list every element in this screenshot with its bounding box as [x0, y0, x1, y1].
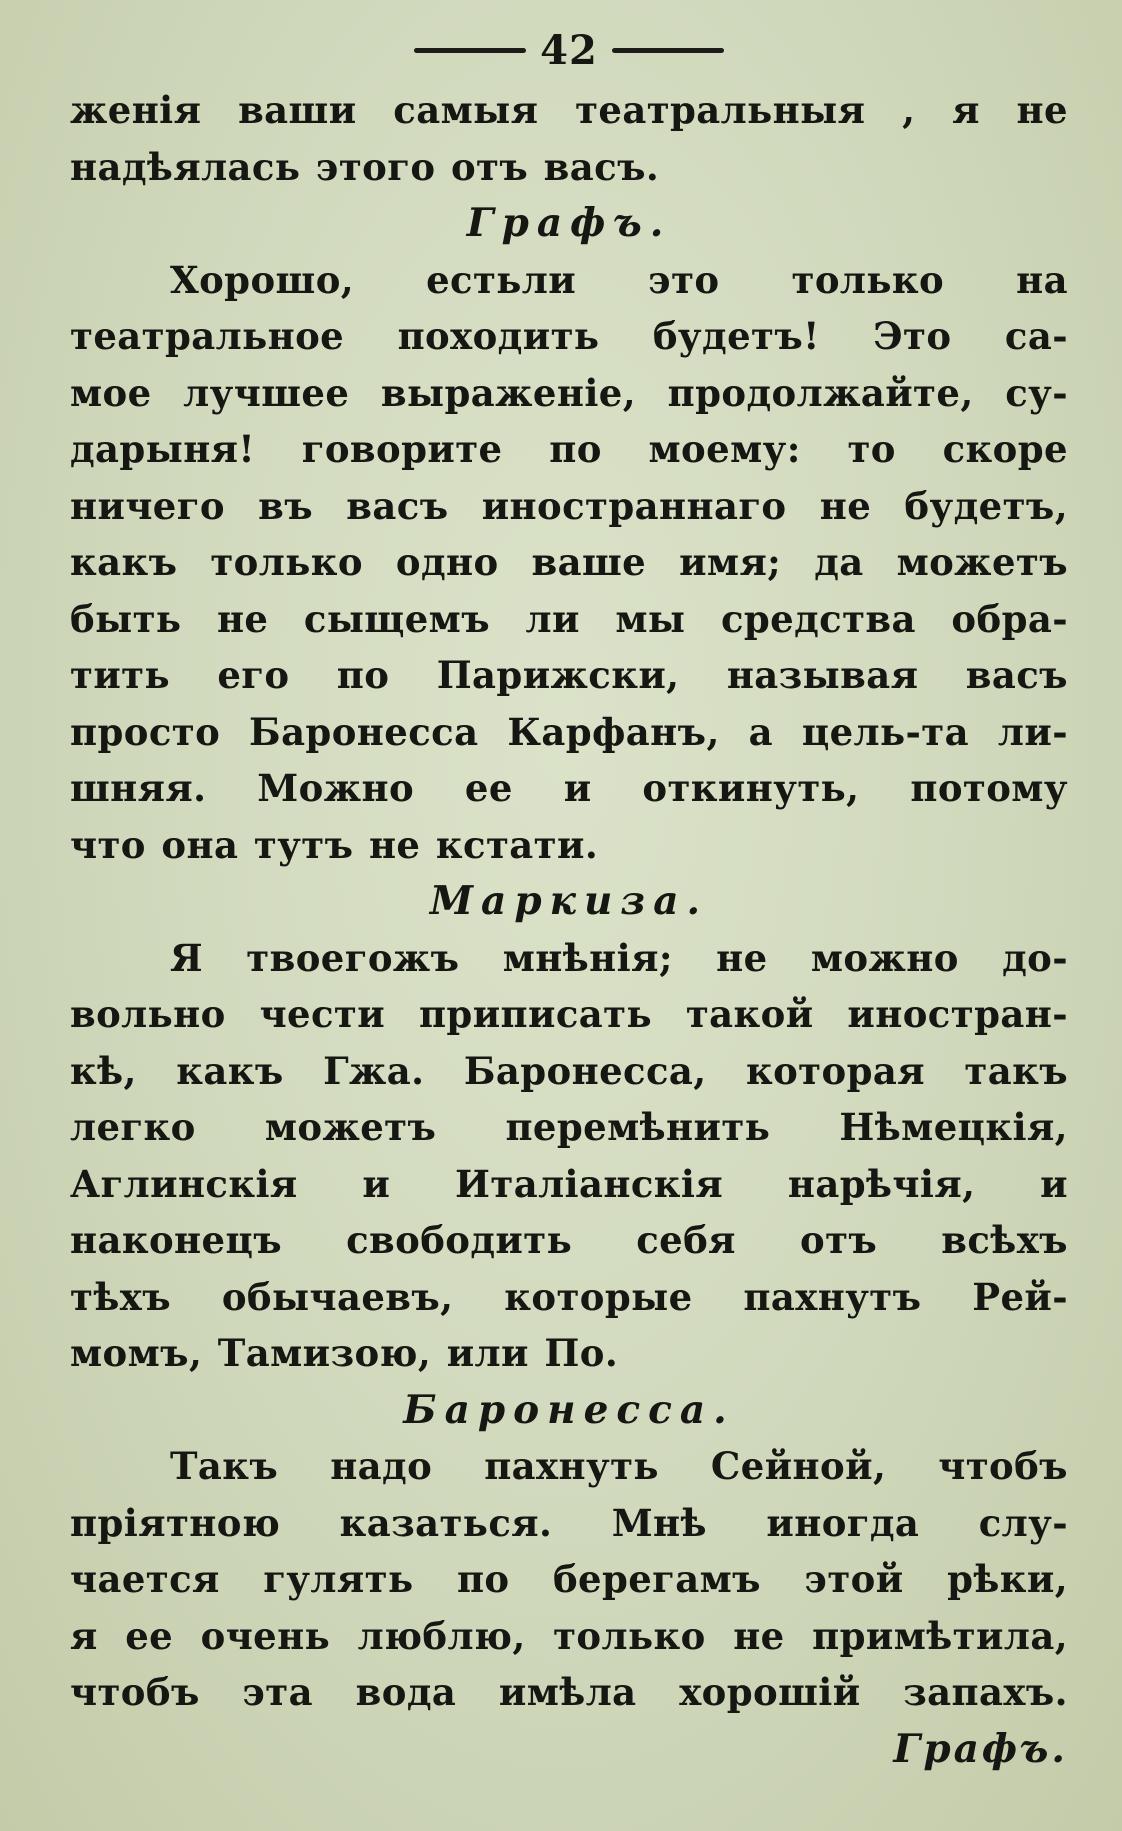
- word: говорите: [301, 427, 503, 471]
- text-line: [70, 1325, 1068, 1382]
- word: Такъ: [170, 1444, 279, 1488]
- text-line: [70, 82, 1068, 139]
- text-line: [70, 308, 1068, 365]
- word: и: [563, 766, 592, 810]
- speaker-name: Графъ.: [466, 200, 672, 246]
- word: откинуть,: [642, 766, 860, 810]
- text-line: [70, 1212, 1068, 1269]
- word: которые: [504, 1274, 693, 1319]
- word: вода: [355, 1670, 457, 1714]
- word: запахъ.: [903, 1670, 1068, 1714]
- text-line: [70, 478, 1068, 535]
- word: эта: [242, 1670, 314, 1714]
- word: что: [70, 822, 146, 867]
- word: Италіанскія: [455, 1161, 724, 1206]
- word: перемѣнить: [505, 1105, 771, 1149]
- word: казаться.: [339, 1500, 553, 1545]
- word: надо: [330, 1444, 433, 1488]
- word: очень: [200, 1613, 331, 1658]
- word: не: [216, 596, 269, 641]
- word: берегамъ: [552, 1557, 761, 1601]
- word: не: [716, 935, 768, 980]
- text-line: [70, 1608, 1068, 1665]
- page-number: 42: [540, 26, 598, 74]
- word: кѣ,: [70, 1048, 137, 1093]
- word: одно: [395, 540, 499, 584]
- word: чтобъ: [938, 1444, 1068, 1488]
- word: и: [1040, 1161, 1068, 1206]
- text-line: [70, 252, 1068, 309]
- word: тутъ: [253, 822, 354, 867]
- word: выраженіе,: [380, 370, 636, 415]
- text-line: [70, 591, 1068, 648]
- text-line: [70, 1438, 1068, 1495]
- word: Нѣмецкія,: [839, 1105, 1068, 1149]
- word: можетъ: [896, 540, 1068, 584]
- word: кстати.: [435, 822, 599, 867]
- word: всѣхъ: [941, 1218, 1068, 1262]
- word: са-: [1004, 314, 1068, 358]
- word: быть: [70, 596, 182, 641]
- word: По.: [544, 1331, 619, 1375]
- word: вольно: [70, 992, 226, 1036]
- word: Сейной,: [710, 1444, 887, 1488]
- word: походить: [397, 314, 600, 358]
- text-line: [70, 647, 1068, 704]
- word: будетъ,: [904, 483, 1068, 528]
- word: имя;: [679, 540, 782, 584]
- word: средства: [720, 596, 916, 641]
- word: Гжа.: [323, 1048, 425, 1093]
- word: я: [952, 88, 980, 132]
- word: Баронесса: [249, 709, 479, 754]
- word: не: [368, 822, 421, 867]
- text-body: [70, 82, 1068, 1777]
- word: Мнѣ: [611, 1500, 707, 1545]
- word: то: [847, 427, 896, 471]
- text-line: [70, 817, 1068, 874]
- text-line: [70, 1156, 1068, 1213]
- text-line: [70, 1269, 1068, 1326]
- word: наконецъ: [70, 1218, 282, 1262]
- word: момъ,: [70, 1331, 203, 1375]
- word: шняя.: [70, 766, 207, 810]
- word: самыя: [393, 88, 539, 132]
- word: васъ: [965, 653, 1068, 697]
- word: Можно: [257, 766, 415, 810]
- word: Парижски,: [436, 653, 680, 697]
- word: отъ: [799, 1218, 878, 1262]
- word: какъ: [176, 1048, 284, 1093]
- word: ли: [525, 596, 580, 641]
- word: имѣла: [498, 1670, 637, 1714]
- word: этого: [315, 144, 436, 189]
- word: васъ.: [543, 144, 660, 189]
- word: мнѣнія;: [502, 935, 673, 980]
- word: скоре: [942, 427, 1068, 471]
- word: только: [553, 1613, 706, 1658]
- word: по: [336, 653, 390, 697]
- text-line: [70, 365, 1068, 422]
- word: продолжайте,: [667, 370, 974, 415]
- word: можетъ: [264, 1105, 437, 1149]
- word: и: [362, 1161, 391, 1206]
- word: иногда: [766, 1500, 920, 1545]
- word: ничего: [70, 483, 225, 528]
- word: не: [733, 1613, 785, 1658]
- word: Тамизою,: [217, 1331, 432, 1375]
- word: себя: [636, 1218, 736, 1262]
- word: женія: [70, 88, 202, 132]
- text-line: [70, 534, 1068, 591]
- word: слу-: [978, 1500, 1068, 1545]
- word: тить: [70, 653, 171, 697]
- word: мы: [615, 596, 686, 641]
- word: да: [814, 540, 864, 584]
- word: до-: [1002, 935, 1068, 980]
- word: въ: [258, 483, 314, 528]
- word: пріятною: [70, 1500, 281, 1545]
- word: этой: [804, 1557, 904, 1601]
- word: ли-: [997, 709, 1068, 754]
- text-line: [70, 139, 1068, 196]
- word: васъ: [346, 483, 449, 528]
- text-line: [70, 421, 1068, 478]
- word: театральное: [70, 314, 345, 358]
- word: она: [161, 822, 239, 867]
- word: Карфанъ,: [507, 709, 720, 754]
- word: твоегожъ: [246, 935, 460, 980]
- word: Аглинскія: [70, 1161, 298, 1206]
- word: которая: [745, 1048, 925, 1093]
- text-line: [70, 1043, 1068, 1100]
- word: чается: [70, 1557, 220, 1601]
- word: су-: [1005, 370, 1068, 415]
- word: а: [748, 709, 773, 754]
- word: ее: [464, 766, 513, 810]
- word: иностран-: [847, 992, 1068, 1036]
- word: обра-: [951, 596, 1068, 641]
- text-line: [70, 704, 1068, 761]
- speaker-name: Баронесса.: [403, 1386, 735, 1433]
- word: его: [217, 653, 290, 697]
- word: пахнутъ: [743, 1274, 922, 1319]
- word: лучшее: [183, 370, 350, 415]
- word: называя: [726, 653, 919, 697]
- text-line: [70, 760, 1068, 817]
- word: Хорошо,: [170, 257, 355, 302]
- word: такъ: [964, 1048, 1068, 1093]
- word: тѣхъ: [70, 1274, 171, 1319]
- word: цель-та: [801, 709, 969, 754]
- text-line: [70, 1551, 1068, 1608]
- word: театральныя: [575, 88, 866, 132]
- word: я: [70, 1613, 98, 1658]
- word: естьли: [426, 257, 577, 302]
- word: рѣки,: [947, 1557, 1068, 1601]
- word: потому: [910, 766, 1068, 810]
- speaker-name: Маркиза.: [429, 878, 709, 924]
- word: Рей-: [972, 1274, 1068, 1319]
- right-rule: [612, 48, 724, 53]
- word: просто: [70, 709, 221, 754]
- text-line: [70, 1495, 1068, 1552]
- word: или: [446, 1331, 529, 1375]
- word: нарѣчія,: [787, 1161, 976, 1206]
- text-line: [70, 1099, 1068, 1156]
- text-line: [70, 1664, 1068, 1721]
- word: это: [648, 257, 720, 302]
- word: по: [549, 427, 602, 471]
- word: сыщемъ: [303, 596, 491, 641]
- word: хорошій: [679, 1670, 861, 1714]
- word: можно: [810, 935, 959, 980]
- word: обычаевъ,: [221, 1274, 454, 1319]
- word: ее: [125, 1613, 174, 1658]
- word: Это: [873, 314, 952, 358]
- word: дарыня!: [70, 427, 256, 471]
- word: легко: [70, 1105, 196, 1149]
- left-rule: [414, 48, 526, 53]
- word: отъ: [450, 144, 529, 189]
- text-line: [70, 986, 1068, 1043]
- word: иностраннаго: [481, 483, 787, 528]
- word: такой: [685, 992, 814, 1036]
- word: ваше: [531, 540, 647, 584]
- word: моему:: [648, 427, 801, 471]
- word: пахнуть: [484, 1444, 659, 1488]
- word: мое: [70, 370, 152, 415]
- word: будетъ!: [652, 314, 820, 358]
- word: какъ: [70, 540, 178, 584]
- word: люблю,: [357, 1613, 526, 1658]
- word: чтобъ: [70, 1670, 200, 1714]
- word: Баронесса,: [463, 1048, 707, 1093]
- word: примѣтила,: [812, 1613, 1068, 1658]
- word: на: [1016, 257, 1068, 302]
- word: свободить: [346, 1218, 573, 1262]
- page-number-header: [70, 28, 1068, 72]
- word: гулять: [263, 1557, 414, 1601]
- word: ваши: [238, 88, 357, 132]
- word: чести: [259, 992, 386, 1036]
- word: Я: [170, 935, 204, 980]
- word: только: [210, 540, 363, 584]
- speaker-name: Графъ.: [893, 1725, 1068, 1772]
- word: не: [1016, 88, 1068, 132]
- word: надѣялась: [70, 144, 301, 189]
- word: ,: [902, 88, 916, 132]
- word: только: [791, 257, 945, 302]
- text-line: [70, 930, 1068, 987]
- word: не: [819, 483, 872, 528]
- word: приписать: [418, 992, 652, 1036]
- word: по: [456, 1557, 510, 1601]
